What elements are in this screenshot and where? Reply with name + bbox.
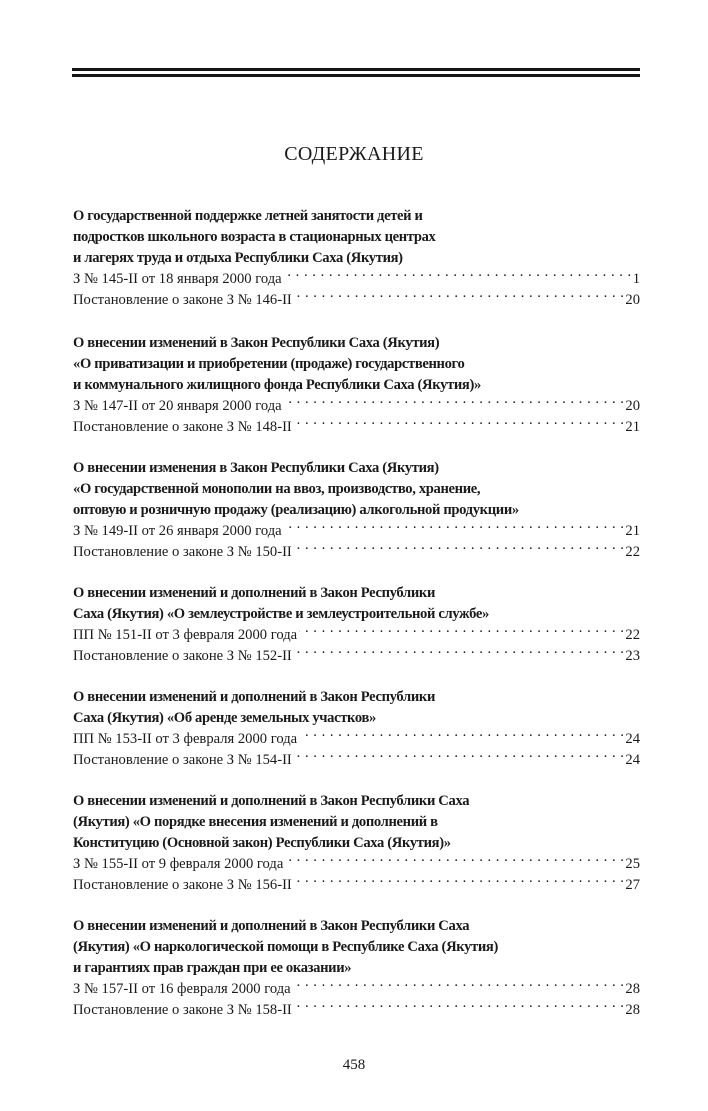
- page-title: СОДЕРЖАНИЕ: [284, 143, 424, 165]
- dot-leader: [303, 729, 625, 743]
- toc-item-label: З № 155-II от 9 февраля 2000 года: [73, 856, 284, 872]
- toc-item-page: 20: [625, 292, 640, 308]
- toc-item[interactable]: [73, 521, 640, 542]
- toc-entry-heading-line: подростков школьного возраста в стационарных центрах: [73, 229, 436, 245]
- toc-item[interactable]: [73, 269, 640, 290]
- toc-entry-heading-line: Саха (Якутия) «Об аренде земельных участков»: [73, 710, 376, 726]
- toc-entry: [73, 791, 640, 896]
- toc-item[interactable]: [73, 646, 640, 667]
- toc-item-label: ПП № 153-II от 3 февраля 2000 года: [73, 731, 301, 747]
- toc-item-page: 22: [625, 627, 640, 643]
- toc-entry-heading-line: «О государственной монополии на ввоз, производство, хранение,: [73, 481, 481, 497]
- toc-item-page: 28: [625, 1002, 640, 1018]
- toc-item-label: З № 145-II от 18 января 2000 года: [73, 271, 282, 287]
- toc-item-page: 21: [625, 523, 640, 539]
- toc-item-page: 25: [625, 856, 640, 872]
- toc-item-page: 20: [625, 398, 640, 414]
- toc-item[interactable]: [73, 750, 640, 771]
- toc-entry-heading-line: Саха (Якутия) «О землеустройстве и землеустроительной службе»: [73, 606, 489, 622]
- toc-entry-heading-line: и коммунального жилищного фонда Республики Саха (Якутия)»: [73, 377, 481, 393]
- toc-entry-heading-line: О государственной поддержке летней занятости детей и: [73, 208, 423, 224]
- page-number: 458: [342, 1057, 366, 1073]
- header-rule-bottom: [72, 74, 640, 77]
- toc-item-page: 21: [625, 419, 640, 435]
- toc-entry-heading-line: Конституцию (Основной закон) Республики Саха (Якутия)»: [73, 835, 451, 851]
- dot-leader: [294, 750, 625, 764]
- toc-entry-heading-line: (Якутия) «О порядке внесения изменений и дополнений в: [73, 814, 438, 830]
- toc-item[interactable]: [73, 625, 640, 646]
- header-rule-top: [72, 68, 640, 71]
- toc-item-label: Постановление о законе З № 158-II: [73, 1002, 292, 1018]
- toc-entry-heading-line: О внесении изменений и дополнений в Закон Республики: [73, 689, 436, 705]
- toc-entry-heading-line: О внесении изменений и дополнений в Закон Республики Саха: [73, 793, 470, 809]
- dot-leader: [294, 417, 625, 431]
- toc-item[interactable]: [73, 875, 640, 896]
- toc-item-label: З № 157-II от 16 февраля 2000 года: [73, 981, 291, 997]
- toc-item-label: Постановление о законе З № 150-II: [73, 544, 292, 560]
- toc-entry: [73, 583, 640, 667]
- toc-entry: [73, 333, 640, 438]
- toc-item-page: 27: [625, 877, 640, 893]
- dot-leader: [294, 1000, 625, 1014]
- toc-item[interactable]: [73, 417, 640, 438]
- dot-leader: [285, 854, 624, 868]
- toc-item[interactable]: [73, 290, 640, 311]
- toc-entry-heading-line: «О приватизации и приобретении (продаже) государственного: [73, 356, 465, 372]
- dot-leader: [294, 646, 625, 660]
- toc-item-label: Постановление о законе З № 152-II: [73, 648, 292, 664]
- toc-item-label: З № 149-II от 26 января 2000 года: [73, 523, 282, 539]
- toc-entry-heading-line: и гарантиях прав граждан при ее оказании»: [73, 960, 352, 976]
- dot-leader: [294, 290, 625, 304]
- table-of-contents: [73, 206, 640, 1041]
- toc-item[interactable]: [73, 396, 640, 417]
- toc-item-label: Постановление о законе З № 156-II: [73, 877, 292, 893]
- toc-item[interactable]: [73, 854, 640, 875]
- dot-leader: [294, 542, 625, 556]
- toc-entry-heading-line: (Якутия) «О наркологической помощи в Республике Саха (Якутия): [73, 939, 498, 955]
- toc-entry: [73, 916, 640, 1021]
- toc-item-label: ПП № 151-II от 3 февраля 2000 года: [73, 627, 298, 643]
- toc-item[interactable]: [73, 979, 640, 1000]
- toc-item-page: 1: [632, 271, 640, 287]
- toc-item[interactable]: [73, 542, 640, 563]
- toc-entry: [73, 687, 640, 771]
- toc-entry: [73, 206, 640, 311]
- toc-item-page: 22: [625, 544, 640, 560]
- toc-entry-heading-line: О внесении изменения в Закон Республики Саха (Якутия): [73, 460, 439, 476]
- toc-item-page: 23: [625, 648, 640, 664]
- toc-entry-heading-line: О внесении изменений и дополнений в Закон Республики: [73, 585, 436, 601]
- dot-leader: [299, 625, 624, 639]
- toc-item-page: 24: [625, 731, 640, 747]
- toc-item[interactable]: [73, 1000, 640, 1021]
- toc-item-page: 24: [625, 752, 640, 768]
- dot-leader: [284, 269, 632, 283]
- toc-item[interactable]: [73, 729, 640, 750]
- toc-item-label: Постановление о законе З № 154-II: [73, 752, 292, 768]
- toc-entry-heading-line: и лагерях труда и отдыха Республики Саха (Якутия): [73, 250, 403, 266]
- toc-entry-heading-line: О внесении изменений в Закон Республики Саха (Якутия): [73, 335, 440, 351]
- toc-entry-heading-line: О внесении изменений и дополнений в Закон Республики Саха: [73, 918, 470, 934]
- dot-leader: [293, 979, 625, 993]
- toc-item-page: 28: [625, 981, 640, 997]
- toc-item-label: З № 147-II от 20 января 2000 года: [73, 398, 282, 414]
- toc-item-label: Постановление о законе З № 146-II: [73, 292, 292, 308]
- toc-entry-heading-line: оптовую и розничную продажу (реализацию) алкогольной продукции»: [73, 502, 519, 518]
- dot-leader: [284, 396, 625, 410]
- toc-entry: [73, 458, 640, 563]
- dot-leader: [284, 521, 625, 535]
- dot-leader: [294, 875, 625, 889]
- toc-item-label: Постановление о законе З № 148-II: [73, 419, 292, 435]
